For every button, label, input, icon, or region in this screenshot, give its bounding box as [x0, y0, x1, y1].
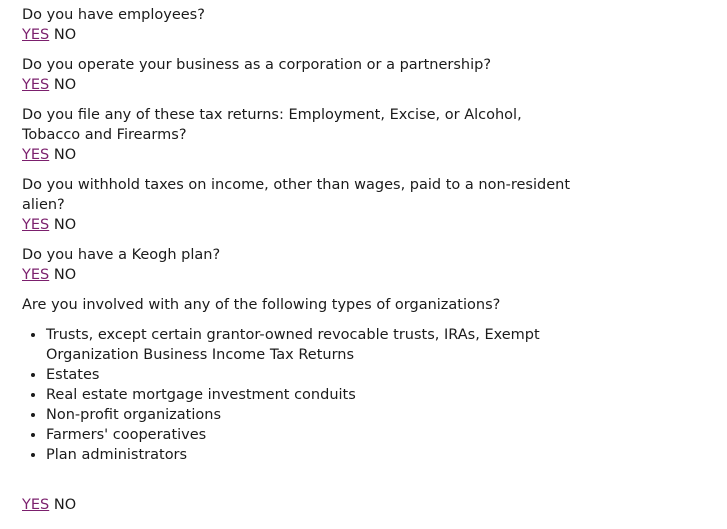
question-employees [22, 5, 582, 45]
answer-links [22, 25, 582, 45]
question-text: Do you file any of these tax returns: Employment, Excise, or Alcohol, Tobacco and Firearms? [22, 107, 522, 143]
question-text: Do you have employees? [22, 7, 205, 23]
question-text: Are you involved with any of the following types of organizations? [22, 297, 501, 313]
yes-link[interactable]: YES [22, 217, 50, 233]
yes-link[interactable]: YES [22, 147, 50, 163]
answer-links [22, 265, 582, 285]
no-option[interactable]: NO [53, 267, 77, 283]
no-option[interactable]: NO [53, 77, 77, 93]
list-item: • Farmers' cooperatives [46, 425, 582, 445]
answer-links [22, 495, 582, 515]
question-text: Do you withhold taxes on income, other than wages, paid to a non-resident alien? [22, 177, 571, 213]
question-withhold-taxes [22, 175, 582, 235]
list-item: • Estates [46, 365, 582, 385]
list-item: • Plan administrators [46, 445, 582, 465]
question-text: Do you have a Keogh plan? [22, 247, 221, 263]
no-option[interactable]: NO [53, 217, 77, 233]
question-organizations [22, 295, 582, 515]
yes-link[interactable]: YES [22, 77, 50, 93]
answer-links [22, 75, 582, 95]
no-option[interactable]: NO [53, 497, 77, 513]
answer-links [22, 215, 582, 235]
answer-links [22, 145, 582, 165]
list-item: • Non-profit organizations [46, 405, 582, 425]
question-corporation-partnership [22, 55, 582, 95]
list-item: • Real estate mortgage investment conduits [46, 385, 582, 405]
yes-link[interactable]: YES [22, 267, 50, 283]
yes-link[interactable]: YES [22, 497, 50, 513]
no-option[interactable]: NO [53, 147, 77, 163]
question-keogh-plan [22, 245, 582, 285]
question-tax-returns [22, 105, 582, 165]
list-item: • Trusts, except certain grantor-owned revocable trusts, IRAs, Exempt Organization Business Income Tax Returns [46, 325, 582, 365]
organization-list [22, 325, 582, 465]
no-option[interactable]: NO [53, 27, 77, 43]
yes-link[interactable]: YES [22, 27, 50, 43]
question-text: Do you operate your business as a corporation or a partnership? [22, 57, 492, 73]
